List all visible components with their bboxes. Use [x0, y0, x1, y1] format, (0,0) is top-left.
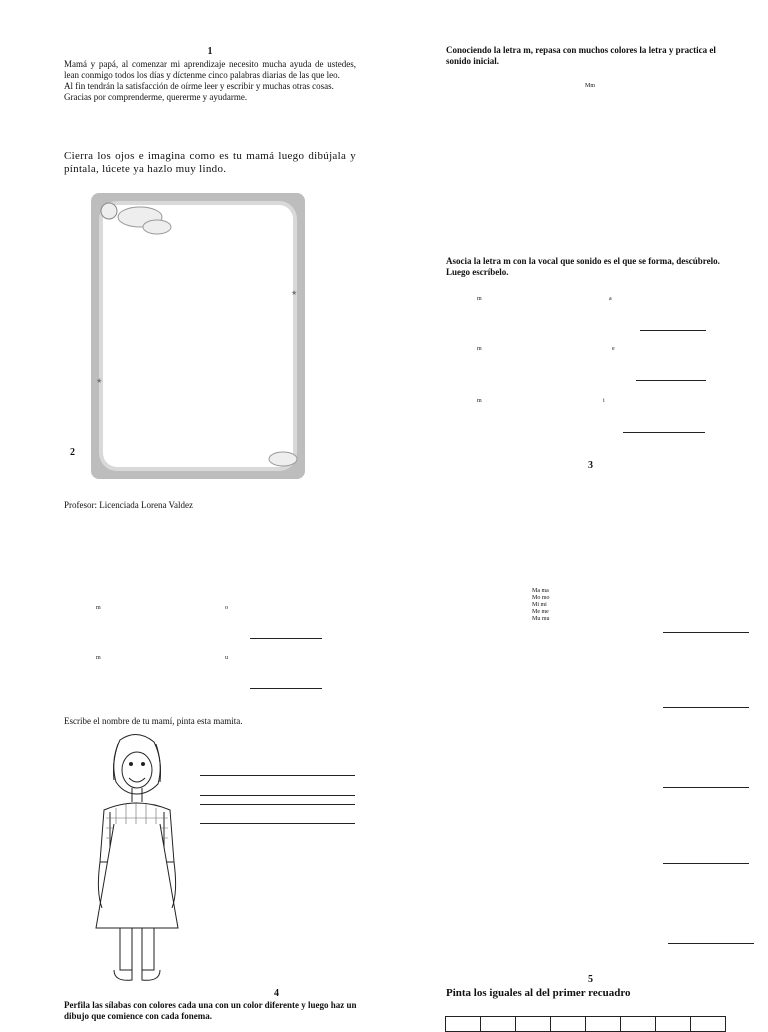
grid-cell[interactable]	[586, 1017, 621, 1032]
answer-line	[636, 380, 706, 381]
star-icon: ★	[96, 377, 103, 385]
vowel-e: e	[612, 346, 615, 352]
drawing-line	[663, 863, 749, 864]
syllable-ma: Ma ma	[532, 588, 549, 594]
vowel-u: u	[225, 655, 228, 661]
answer-line	[640, 330, 706, 331]
page-number-3: 3	[588, 460, 593, 471]
drawing-line	[663, 787, 749, 788]
name-line	[200, 823, 355, 824]
grid-cell[interactable]	[516, 1017, 551, 1032]
grid-cell[interactable]	[621, 1017, 656, 1032]
grid-cell[interactable]	[481, 1017, 516, 1032]
grid-cell[interactable]	[691, 1017, 726, 1032]
cloud-icon	[265, 447, 301, 469]
name-instruction: Escribe el nombre de tu mamí, pinta esta mamita.	[64, 716, 243, 726]
syllable-list	[532, 588, 550, 623]
syllable-mu: Mu mu	[532, 616, 550, 622]
drawing-line	[663, 632, 749, 633]
consonant-m: m	[477, 346, 482, 352]
mom-drawing	[92, 732, 182, 990]
answer-line	[250, 688, 322, 689]
consonant-m: m	[96, 655, 101, 661]
name-line	[200, 775, 355, 776]
intro-text	[64, 59, 356, 103]
grid-cell[interactable]	[551, 1017, 586, 1032]
consonant-m: m	[477, 296, 482, 302]
match-grid	[445, 1016, 726, 1032]
name-line	[200, 804, 355, 805]
answer-line	[623, 432, 705, 433]
syllable-mo: Mo mo	[532, 595, 550, 601]
drawing-line	[668, 943, 754, 944]
name-line	[200, 795, 355, 796]
page-number-2: 2	[70, 447, 75, 458]
star-icon: ★	[291, 289, 298, 297]
match-heading: Pinta los iguales al del primer recuadro	[446, 987, 631, 999]
consonant-m: m	[96, 605, 101, 611]
consonant-m: m	[477, 398, 482, 404]
page-number-5: 5	[588, 974, 593, 985]
drawing-line	[663, 707, 749, 708]
syllable-me: Me me	[532, 609, 549, 615]
associate-heading: Asocia la letra m con la vocal que sonido es el que se forma, descúbrelo. Luego escríbelo.	[446, 256, 720, 277]
teacher-name: Profesor: Licenciada Lorena Valdez	[64, 500, 194, 510]
letter-m-heading: Conociendo la letra m, repasa con muchos colores la letra y practica el sonido inicial.	[446, 45, 716, 66]
cloud-sun-icon	[95, 197, 175, 237]
grid-cell[interactable]	[446, 1017, 481, 1032]
vowel-a: a	[609, 296, 612, 302]
answer-line	[250, 638, 322, 639]
syllable-mi: Mi mi	[532, 602, 547, 608]
intro-paragraph-2: Al fin tendrán la satisfacción de oírme leer y escribir y muchas otras cosas.	[64, 81, 334, 91]
letters-mm: Mm	[585, 83, 596, 89]
intro-paragraph-3: Gracias por comprenderme, quererme y ayudarme.	[64, 92, 248, 102]
syllable-instruction: Perfila las sílabas con colores cada una con un color diferente y luego haz un dibujo que comience con cada fonema.	[64, 1000, 357, 1021]
vowel-o: o	[225, 605, 228, 611]
page-number-4: 4	[274, 988, 279, 999]
drawing-frame	[91, 193, 305, 479]
drawing-instruction: Cierra los ojos e imagina como es tu mamá luego dibújala y píntala, lúcete ya hazlo muy lindo.	[64, 150, 356, 175]
page-number-1: 1	[207, 46, 213, 57]
vowel-i: i	[603, 398, 605, 404]
intro-paragraph-1: Mamá y papá, al comenzar mi aprendizaje necesito mucha ayuda de ustedes, lean conmigo todos los días y díctenme cinco palabras diarias de las que leo.	[64, 59, 356, 80]
drawing-area	[103, 205, 293, 467]
grid-cell[interactable]	[656, 1017, 691, 1032]
